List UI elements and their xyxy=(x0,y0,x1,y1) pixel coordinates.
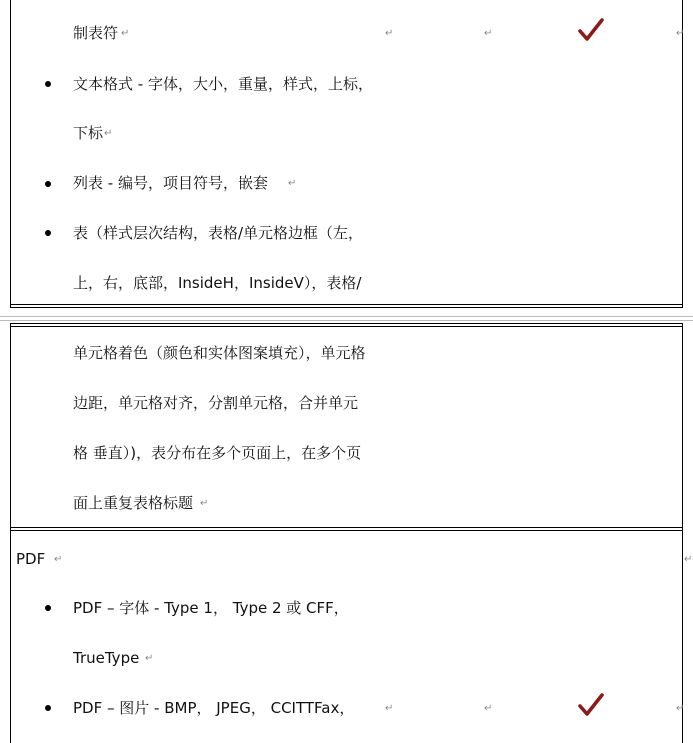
cell-end-mark: ↵ xyxy=(385,703,394,714)
bullet xyxy=(45,81,51,87)
bullet xyxy=(45,605,51,611)
cell-end-mark: ↵ xyxy=(484,28,493,39)
text-line-list: 列表 - 编号，项目符号，嵌套 xyxy=(73,174,268,192)
cell-end-mark: ↵ xyxy=(484,703,493,714)
section-heading-pdf: PDF xyxy=(16,550,46,568)
text-line-pdf-image: PDF – 图片 - BMP， JPEG， CCITTFax， xyxy=(73,699,355,717)
paragraph-mark: ↵ xyxy=(54,554,63,565)
cell-end-mark: ↵ xyxy=(676,28,685,39)
text-line-margin: 边距，单元格对齐，分割单元格，合并单元 xyxy=(73,394,359,412)
page-break-line xyxy=(0,320,693,321)
text-line-subscript: 下标 xyxy=(73,124,104,142)
text-line-truetype: TrueType xyxy=(73,649,140,667)
table-row-border-double xyxy=(10,530,683,531)
table-bottom-border xyxy=(10,304,683,305)
table-bottom-border-double xyxy=(10,307,683,308)
text-line-vertical: 格 垂直）)，表分布在多个页面上，在多个页 xyxy=(73,444,362,462)
paragraph-mark: ↵ xyxy=(104,128,113,139)
bullet xyxy=(45,181,51,187)
text-line-shading: 单元格着色（颜色和实体图案填充），单元格 xyxy=(73,344,366,362)
table-right-border xyxy=(682,323,683,531)
table-left-border xyxy=(10,323,11,531)
table-left-border xyxy=(10,0,11,308)
table-top-border xyxy=(10,323,683,324)
text-line-pdf-font: PDF – 字体 - Type 1， Type 2 或 CFF， xyxy=(73,599,349,617)
table-right-border xyxy=(682,0,683,308)
table-row-border xyxy=(10,527,683,528)
paragraph-mark: ↵ xyxy=(288,178,297,189)
cell-end-mark: ↵ xyxy=(676,703,685,714)
text-line-format: 文本格式 - 字体，大小，重量，样式，上标， xyxy=(73,75,373,93)
paragraph-mark: ↵ xyxy=(145,653,154,664)
cell-end-mark: ↵ xyxy=(385,28,394,39)
bullet xyxy=(45,705,51,711)
bullet xyxy=(45,230,51,236)
text-line-repeat-header: 面上重复表格标题 xyxy=(73,494,194,512)
text-line-tab: 制表符 xyxy=(73,24,119,42)
cell-end-mark: ↵ xyxy=(684,554,693,565)
checkmark-icon xyxy=(578,693,604,717)
paragraph-mark: ↵ xyxy=(121,28,130,39)
table-top-border-double xyxy=(10,326,683,327)
page-break-line xyxy=(0,316,693,317)
table-left-border xyxy=(10,530,11,743)
checkmark-icon xyxy=(578,18,604,42)
paragraph-mark: ↵ xyxy=(200,498,209,509)
text-line-table-cont: 上，右，底部，InsideH，InsideV），表格/ xyxy=(73,274,362,292)
text-line-table: 表（样式层次结构，表格/单元格边框（左， xyxy=(73,224,364,242)
